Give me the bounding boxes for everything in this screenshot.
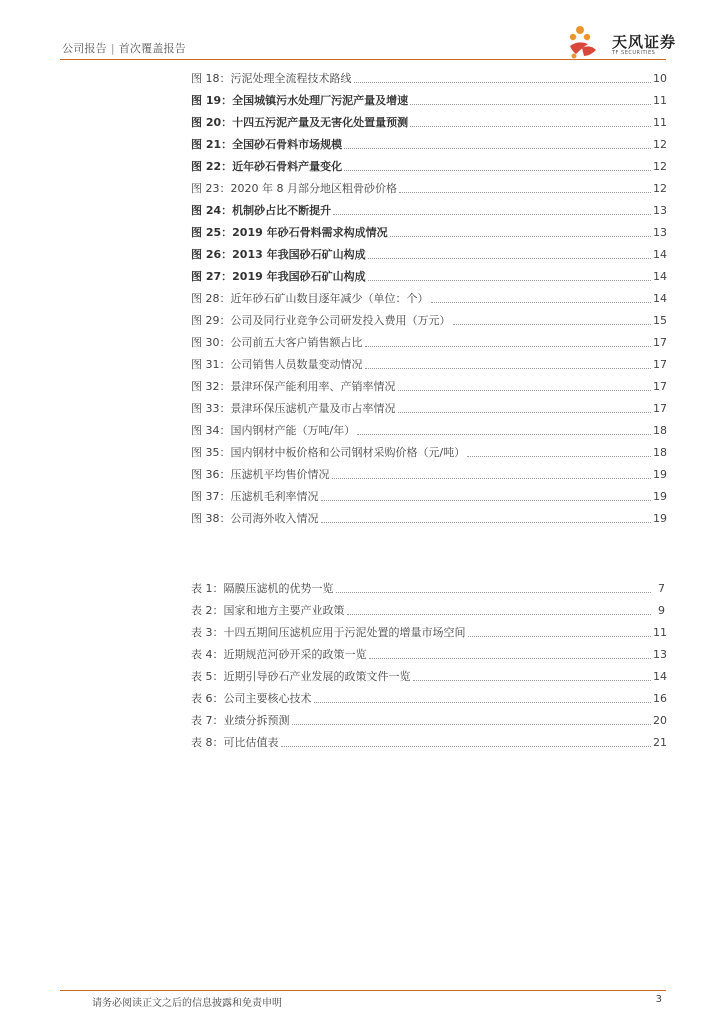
dot-leader (292, 724, 652, 725)
figure-entry-title: 图 34：国内钢材产能（万吨/年） (191, 424, 356, 437)
figure-entry[interactable] (191, 196, 665, 218)
figure-entry[interactable] (191, 438, 665, 460)
figure-entry-title: 图 36：压滤机平均售价情况 (191, 468, 330, 481)
figure-entry-page: 19 (653, 512, 667, 525)
figure-entry[interactable] (191, 240, 665, 262)
table-entry-title: 表 5：近期引导砂石产业发展的政策文件一览 (191, 670, 411, 683)
figure-entry[interactable] (191, 306, 665, 328)
dot-leader (354, 82, 652, 83)
dot-leader (321, 500, 652, 501)
figure-entry-title: 图 19：全国城镇污水处理厂污泥产量及增速 (191, 94, 409, 107)
table-entry[interactable] (191, 574, 665, 596)
table-index (191, 574, 665, 750)
figure-entry-title: 图 20：十四五污泥产量及无害化处置量预测 (191, 116, 409, 129)
table-entry[interactable] (191, 706, 665, 728)
figure-entry-title: 图 27：2019 年我国砂石矿山构成 (191, 270, 366, 283)
figure-entry-title: 图 38：公司海外收入情况 (191, 512, 319, 525)
figure-entry-page: 13 (653, 204, 667, 217)
figure-index (191, 64, 665, 526)
figure-entry[interactable] (191, 394, 665, 416)
dot-leader (468, 636, 652, 637)
dot-leader (390, 236, 651, 237)
table-entry[interactable] (191, 728, 665, 750)
header-separator: | (110, 42, 115, 55)
table-entry-title: 表 4：近期规范河砂开采的政策一览 (191, 648, 367, 661)
figure-entry-title: 图 30：公司前五大客户销售额占比 (191, 336, 363, 349)
table-entry[interactable] (191, 662, 665, 684)
company-report-label: 公司报告 (62, 42, 107, 55)
report-type-label: 首次覆盖报告 (118, 42, 186, 55)
figure-entry-page: 18 (653, 424, 667, 437)
figure-entry-page: 19 (653, 490, 667, 503)
figure-entry-title: 图 31：公司销售人员数量变动情况 (191, 358, 363, 371)
dot-leader (399, 192, 651, 193)
report-header (62, 40, 186, 56)
dot-leader (365, 346, 652, 347)
dot-leader (398, 390, 652, 391)
brand-name: 天风证券 (612, 33, 677, 51)
figure-entry-page: 12 (653, 138, 667, 151)
figure-entry-page: 14 (653, 248, 667, 261)
dot-leader (368, 258, 651, 259)
figure-entry-title: 图 32：景津环保产能利用率、产销率情况 (191, 380, 396, 393)
figure-entry[interactable] (191, 504, 665, 526)
figure-entry[interactable] (191, 350, 665, 372)
table-entry[interactable] (191, 640, 665, 662)
figure-entry-page: 13 (653, 226, 667, 239)
dot-leader (398, 412, 652, 413)
figure-entry[interactable] (191, 328, 665, 350)
dot-leader (467, 456, 651, 457)
dot-leader (431, 302, 652, 303)
dot-leader (333, 214, 651, 215)
table-entry-page: 9 (658, 604, 665, 617)
dot-leader (453, 324, 652, 325)
dot-leader (368, 280, 651, 281)
figure-entry-page: 19 (653, 468, 667, 481)
dot-leader (314, 702, 652, 703)
dot-leader (321, 522, 652, 523)
table-entry-page: 11 (653, 626, 667, 639)
dot-leader (410, 104, 651, 105)
header-divider (60, 59, 666, 60)
table-entry-page: 7 (658, 582, 665, 595)
figure-entry-page: 17 (653, 380, 667, 393)
table-entry-title: 表 3：十四五期间压滤机应用于污泥处置的增量市场空间 (191, 626, 466, 639)
table-entry[interactable] (191, 596, 665, 618)
dot-leader (347, 614, 652, 615)
figure-entry[interactable] (191, 482, 665, 504)
brand-subtitle: TF SECURITIES (612, 50, 656, 56)
table-entry-title: 表 1：隔膜压滤机的优势一览 (191, 582, 334, 595)
disclaimer-text: 请务必阅读正文之后的信息披露和免责申明 (92, 998, 282, 1009)
figure-entry-page: 17 (653, 358, 667, 371)
figure-entry-title: 图 22：近年砂石骨料产量变化 (191, 160, 343, 173)
figure-entry-page: 15 (653, 314, 667, 327)
table-entry-title: 表 6：公司主要核心技术 (191, 692, 312, 705)
table-entry-page: 14 (653, 670, 667, 683)
figure-entry[interactable] (191, 416, 665, 438)
figure-entry-title: 图 28：近年砂石矿山数目逐年减少（单位：个） (191, 292, 429, 305)
table-entry-title: 表 7：业绩分拆预测 (191, 714, 290, 727)
figure-entry[interactable] (191, 130, 665, 152)
figure-entry[interactable] (191, 460, 665, 482)
dot-leader (410, 126, 651, 127)
figure-entry-page: 12 (653, 182, 667, 195)
dot-leader (332, 478, 652, 479)
figure-entry-page: 17 (653, 402, 667, 415)
figure-entry-title: 图 18：污泥处理全流程技术路线 (191, 72, 352, 85)
figure-entry-title: 图 26：2013 年我国砂石矿山构成 (191, 248, 366, 261)
table-entry-title: 表 2：国家和地方主要产业政策 (191, 604, 345, 617)
figure-entry[interactable] (191, 152, 665, 174)
figure-entry[interactable] (191, 262, 665, 284)
figure-entry-page: 18 (653, 446, 667, 459)
table-entry-page: 16 (653, 692, 667, 705)
figure-entry-page: 12 (653, 160, 667, 173)
figure-entry-page: 10 (653, 72, 667, 85)
figure-entry[interactable] (191, 174, 665, 196)
figure-entry[interactable] (191, 64, 665, 86)
dot-leader (365, 368, 652, 369)
figure-entry[interactable] (191, 284, 665, 306)
figure-entry-title: 图 35：国内钢材中板价格和公司钢材采购价格（元/吨） (191, 446, 466, 459)
figure-entry-title: 图 29：公司及同行业竞争公司研发投入费用（万元） (191, 314, 451, 327)
dot-leader (357, 434, 651, 435)
figure-entry-page: 17 (653, 336, 667, 349)
figure-entry-page: 14 (653, 270, 667, 283)
dot-leader (344, 170, 651, 171)
figure-entry-title: 图 24：机制砂占比不断提升 (191, 204, 332, 217)
figure-entry[interactable] (191, 108, 665, 130)
figure-entry[interactable] (191, 218, 665, 240)
figure-entry-page: 11 (653, 116, 667, 129)
figure-entry-title: 图 33：景津环保压滤机产量及市占率情况 (191, 402, 396, 415)
dot-leader (344, 148, 651, 149)
table-entry-page: 20 (653, 714, 667, 727)
figure-entry-page: 11 (653, 94, 667, 107)
figure-entry-title: 图 37：压滤机毛利率情况 (191, 490, 319, 503)
dot-leader (413, 680, 652, 681)
table-entry[interactable] (191, 684, 665, 706)
table-entry-page: 21 (653, 736, 667, 749)
table-entry-title: 表 8：可比估值表 (191, 736, 279, 749)
figure-entry-title: 图 23：2020 年 8 月部分地区粗骨砂价格 (191, 182, 397, 195)
table-entry-page: 13 (653, 648, 667, 661)
figure-entry-page: 14 (653, 292, 667, 305)
table-entry[interactable] (191, 618, 665, 640)
figure-entry[interactable] (191, 372, 665, 394)
figure-entry-title: 图 21：全国砂石骨料市场规模 (191, 138, 343, 151)
dot-leader (281, 746, 652, 747)
footer-divider (60, 990, 666, 991)
dot-leader (369, 658, 652, 659)
figure-entry-title: 图 25：2019 年砂石骨料需求构成情况 (191, 226, 388, 239)
page-number: 3 (655, 994, 662, 1005)
dot-leader (336, 592, 652, 593)
figure-entry[interactable] (191, 86, 665, 108)
